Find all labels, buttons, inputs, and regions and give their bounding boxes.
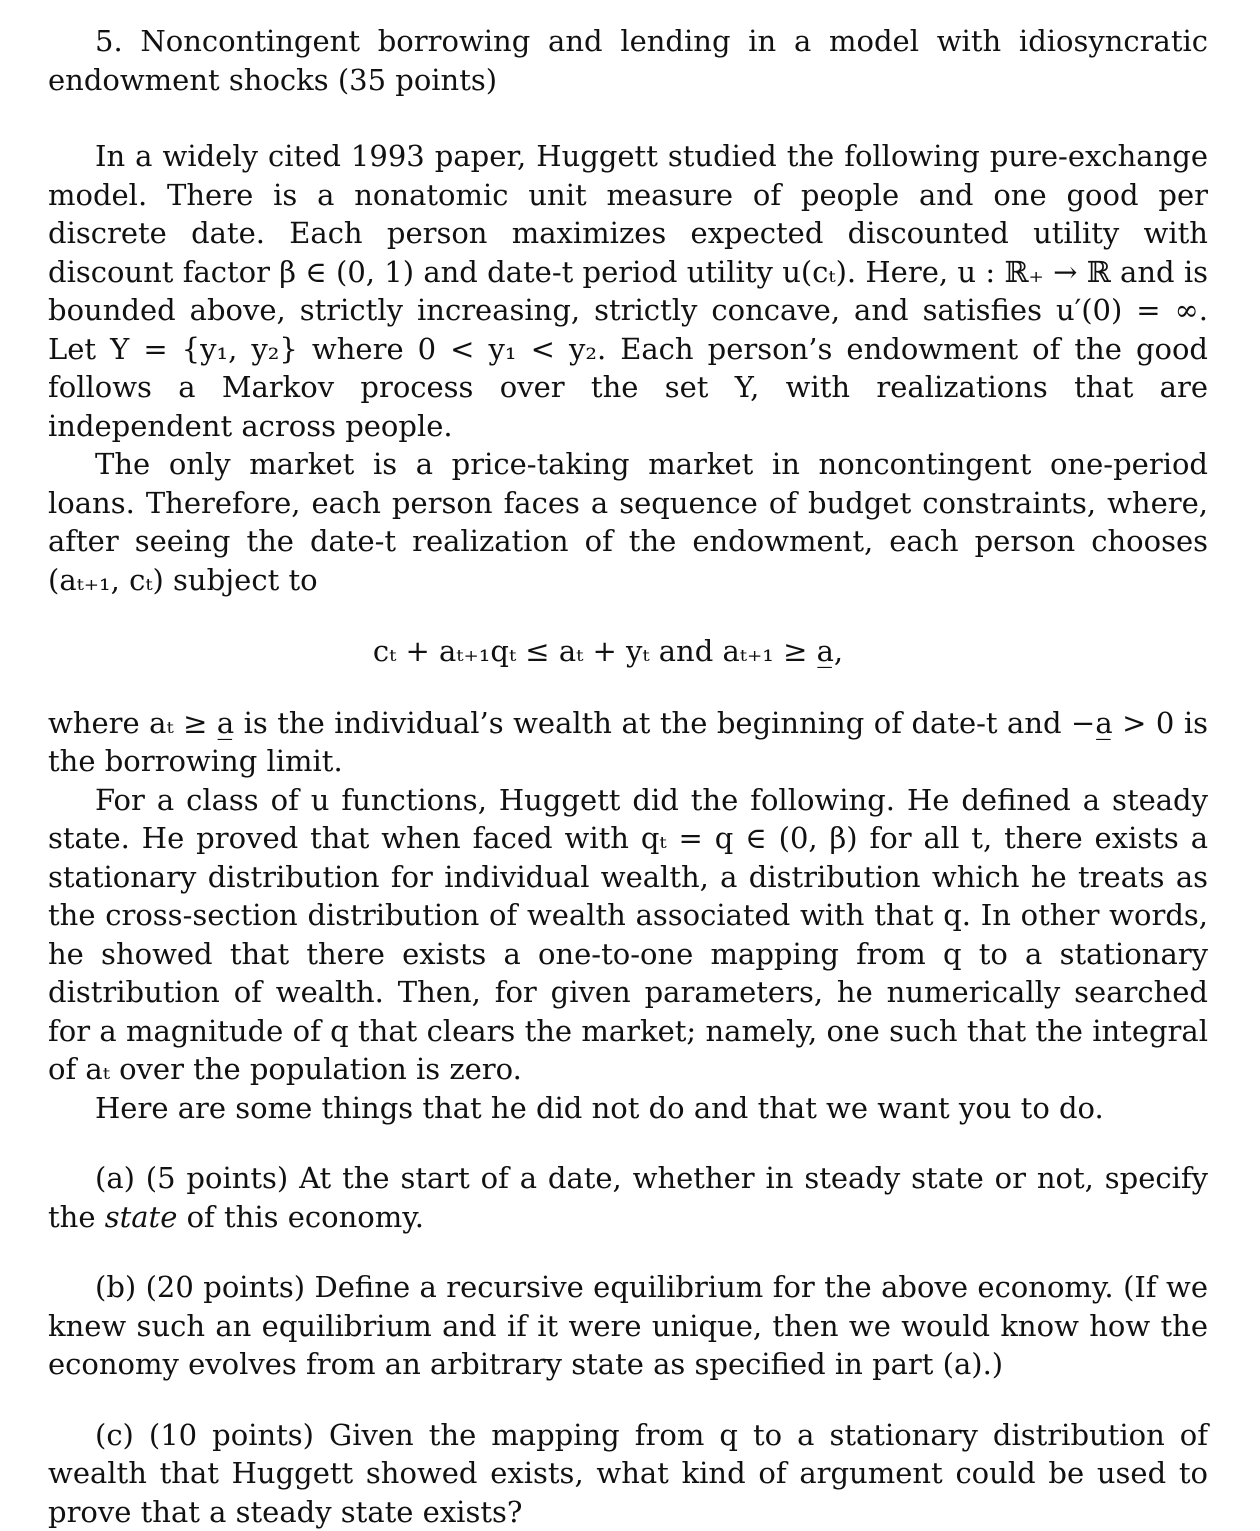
part-a-emphasis: state bbox=[105, 1200, 178, 1234]
paragraph-wealth-definition: where aₜ ≥ a̲ is the individual’s wealth at the beginning of date-t and −a̲ > 0 is the borrowing limit. bbox=[48, 704, 1208, 781]
part-b: (b) (20 points) Define a recursive equilibrium for the above economy. (If we knew such an equilibrium and if it were unique, then we would know how the economy evolves from an arbitrary state as specified in part (a).) bbox=[48, 1268, 1208, 1384]
part-a-text: (a) (5 points) At the start of a date, whether in steady state or not, specify the bbox=[48, 1161, 1208, 1234]
part-a bbox=[48, 1159, 1208, 1236]
budget-constraint-equation: cₜ + aₜ₊₁qₜ ≤ aₜ + yₜ and aₜ₊₁ ≥ a̲, bbox=[48, 632, 1208, 671]
paragraph-market: The only market is a price-taking market in noncontingent one-period loans. Therefore, each person faces a sequence of budget constraints, where, after seeing the date-t realization of the endowment, each person chooses (aₜ₊₁, cₜ) subject to bbox=[48, 445, 1208, 599]
paragraph-task-intro: Here are some things that he did not do and that we want you to do. bbox=[48, 1089, 1208, 1128]
paragraph-huggett-method: For a class of u functions, Huggett did the following. He defined a steady state. He proved that when faced with qₜ = q ∈ (0, β) for all t, there exists a stationary distribution for individual wealth, a distribution which he treats as the cross-section distribution of wealth associated with that q. In other words, he showed that there exists a one-to-one mapping from q to a stationary distribution of wealth. Then, for given parameters, he numerically searched for a magnitude of q that clears the market; namely, one such that the integral of aₜ over the population is zero. bbox=[48, 781, 1208, 1089]
part-a-rest: of this economy. bbox=[177, 1200, 424, 1234]
paragraph-intro: In a widely cited 1993 paper, Huggett studied the following pure-exchange model. There is a nonatomic unit measure of people and one good per discrete date. Each person maximizes expected discounted utility with discount factor β ∈ (0, 1) and date-t period utility u(cₜ). Here, u : ℝ₊ → ℝ and is bounded above, strictly increasing, strictly concave, and satisfies u′(0) = ∞. Let Y = {y₁, y₂} where 0 < y₁ < y₂. Each person’s endowment of the good follows a Markov process over the set Y, with realizations that are independent across people. bbox=[48, 137, 1208, 445]
problem-page bbox=[48, 22, 1208, 1531]
part-c: (c) (10 points) Given the mapping from q to a stationary distribution of wealth that Huggett showed exists, what kind of argument could be used to prove that a steady state exists? bbox=[48, 1416, 1208, 1531]
problem-title: 5. Noncontingent borrowing and lending in a model with idiosyncratic endowment shocks (35 points) bbox=[48, 22, 1208, 99]
